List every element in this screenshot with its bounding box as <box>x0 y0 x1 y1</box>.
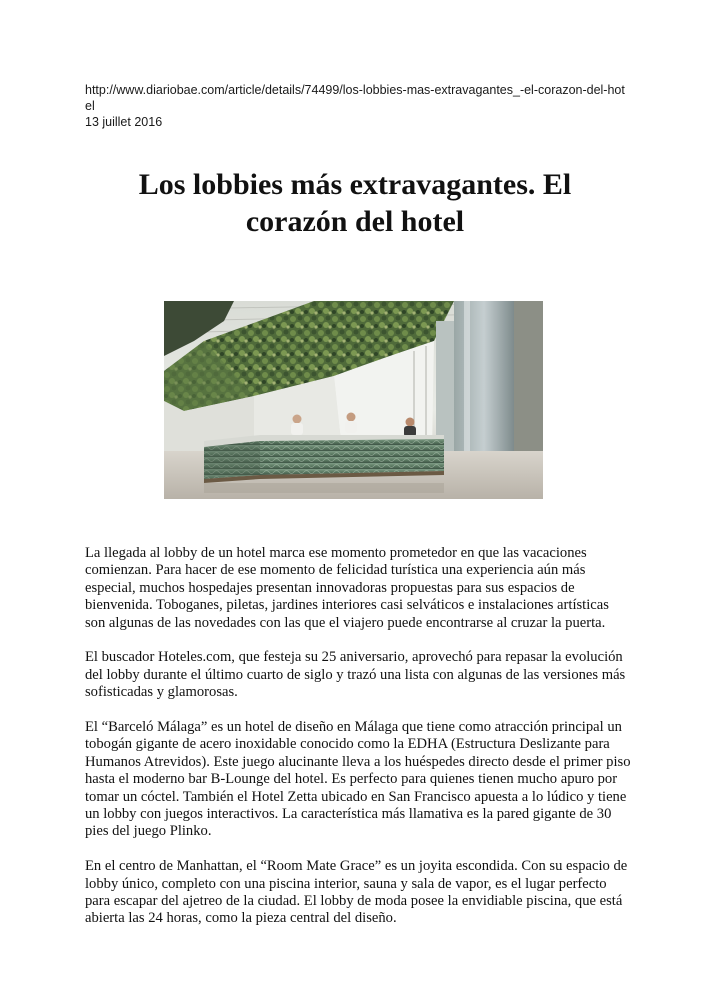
article-body <box>85 545 631 945</box>
publication-date: 13 juillet 2016 <box>85 115 163 129</box>
paragraph: La llegada al lobby de un hotel marca ese momento prometedor en que las vacaciones comienzan. Para hacer de ese momento de felicidad turística una experiencia aún más especial, muchos hospedajes presentan innovadoras propuestas para sus espacios de bienvenida. Toboganes, piletas, jardines interiores casi selváticos e instalaciones artísticas son algunas de las novedades con las que el viajero puede encontrarse al cruzar la puerta. <box>85 545 609 631</box>
source-url: http://www.diariobae.com/article/details/74499/los-lobbies-mas-extravagantes_-el-corazon-del-hotel <box>85 83 625 113</box>
article-title: Los lobbies más extravagantes. El corazón del hotel <box>138 168 572 238</box>
paragraph: En el centro de Manhattan, el “Room Mate Grace” es un joyita escondida. Con su espacio de lobby único, completo con una piscina interior, sauna y sala de vapor, es el lugar perfecto para escapar del ajetreo de la ciudad. El lobby de moda posee la envidiable piscina, que está abierta las 24 horas, como la pieza central del diseño. <box>85 858 628 927</box>
hotel-lobby-photo <box>164 301 543 499</box>
source-info <box>85 82 625 130</box>
paragraph: El “Barceló Málaga” es un hotel de diseño en Málaga que tiene como atracción principal un tobogán gigante de acero inoxidable conocido como la EDHA (Estructura Deslizante para Humanos Atrevidos). Este juego alucinante lleva a los huéspedes directo desde el primer piso hasta el moderno bar B-Lounge del hotel. Es perfecto para quienes tienen mucho apuro por tomar un cóctel. También el Hotel Zetta ubicado en San Francisco apuesta a lo lúdico y tiene un lobby con juegos interactivos. La característica más llamativa es la pared gigante de 30 pies del juego Plinko. <box>85 719 631 840</box>
paragraph: El buscador Hoteles.com, que festeja su 25 aniversario, aprovechó para repasar la evolución del lobby durante el último cuarto de siglo y trazó una lista con algunas de las versiones más sofisticadas y glamorosas. <box>85 649 626 701</box>
